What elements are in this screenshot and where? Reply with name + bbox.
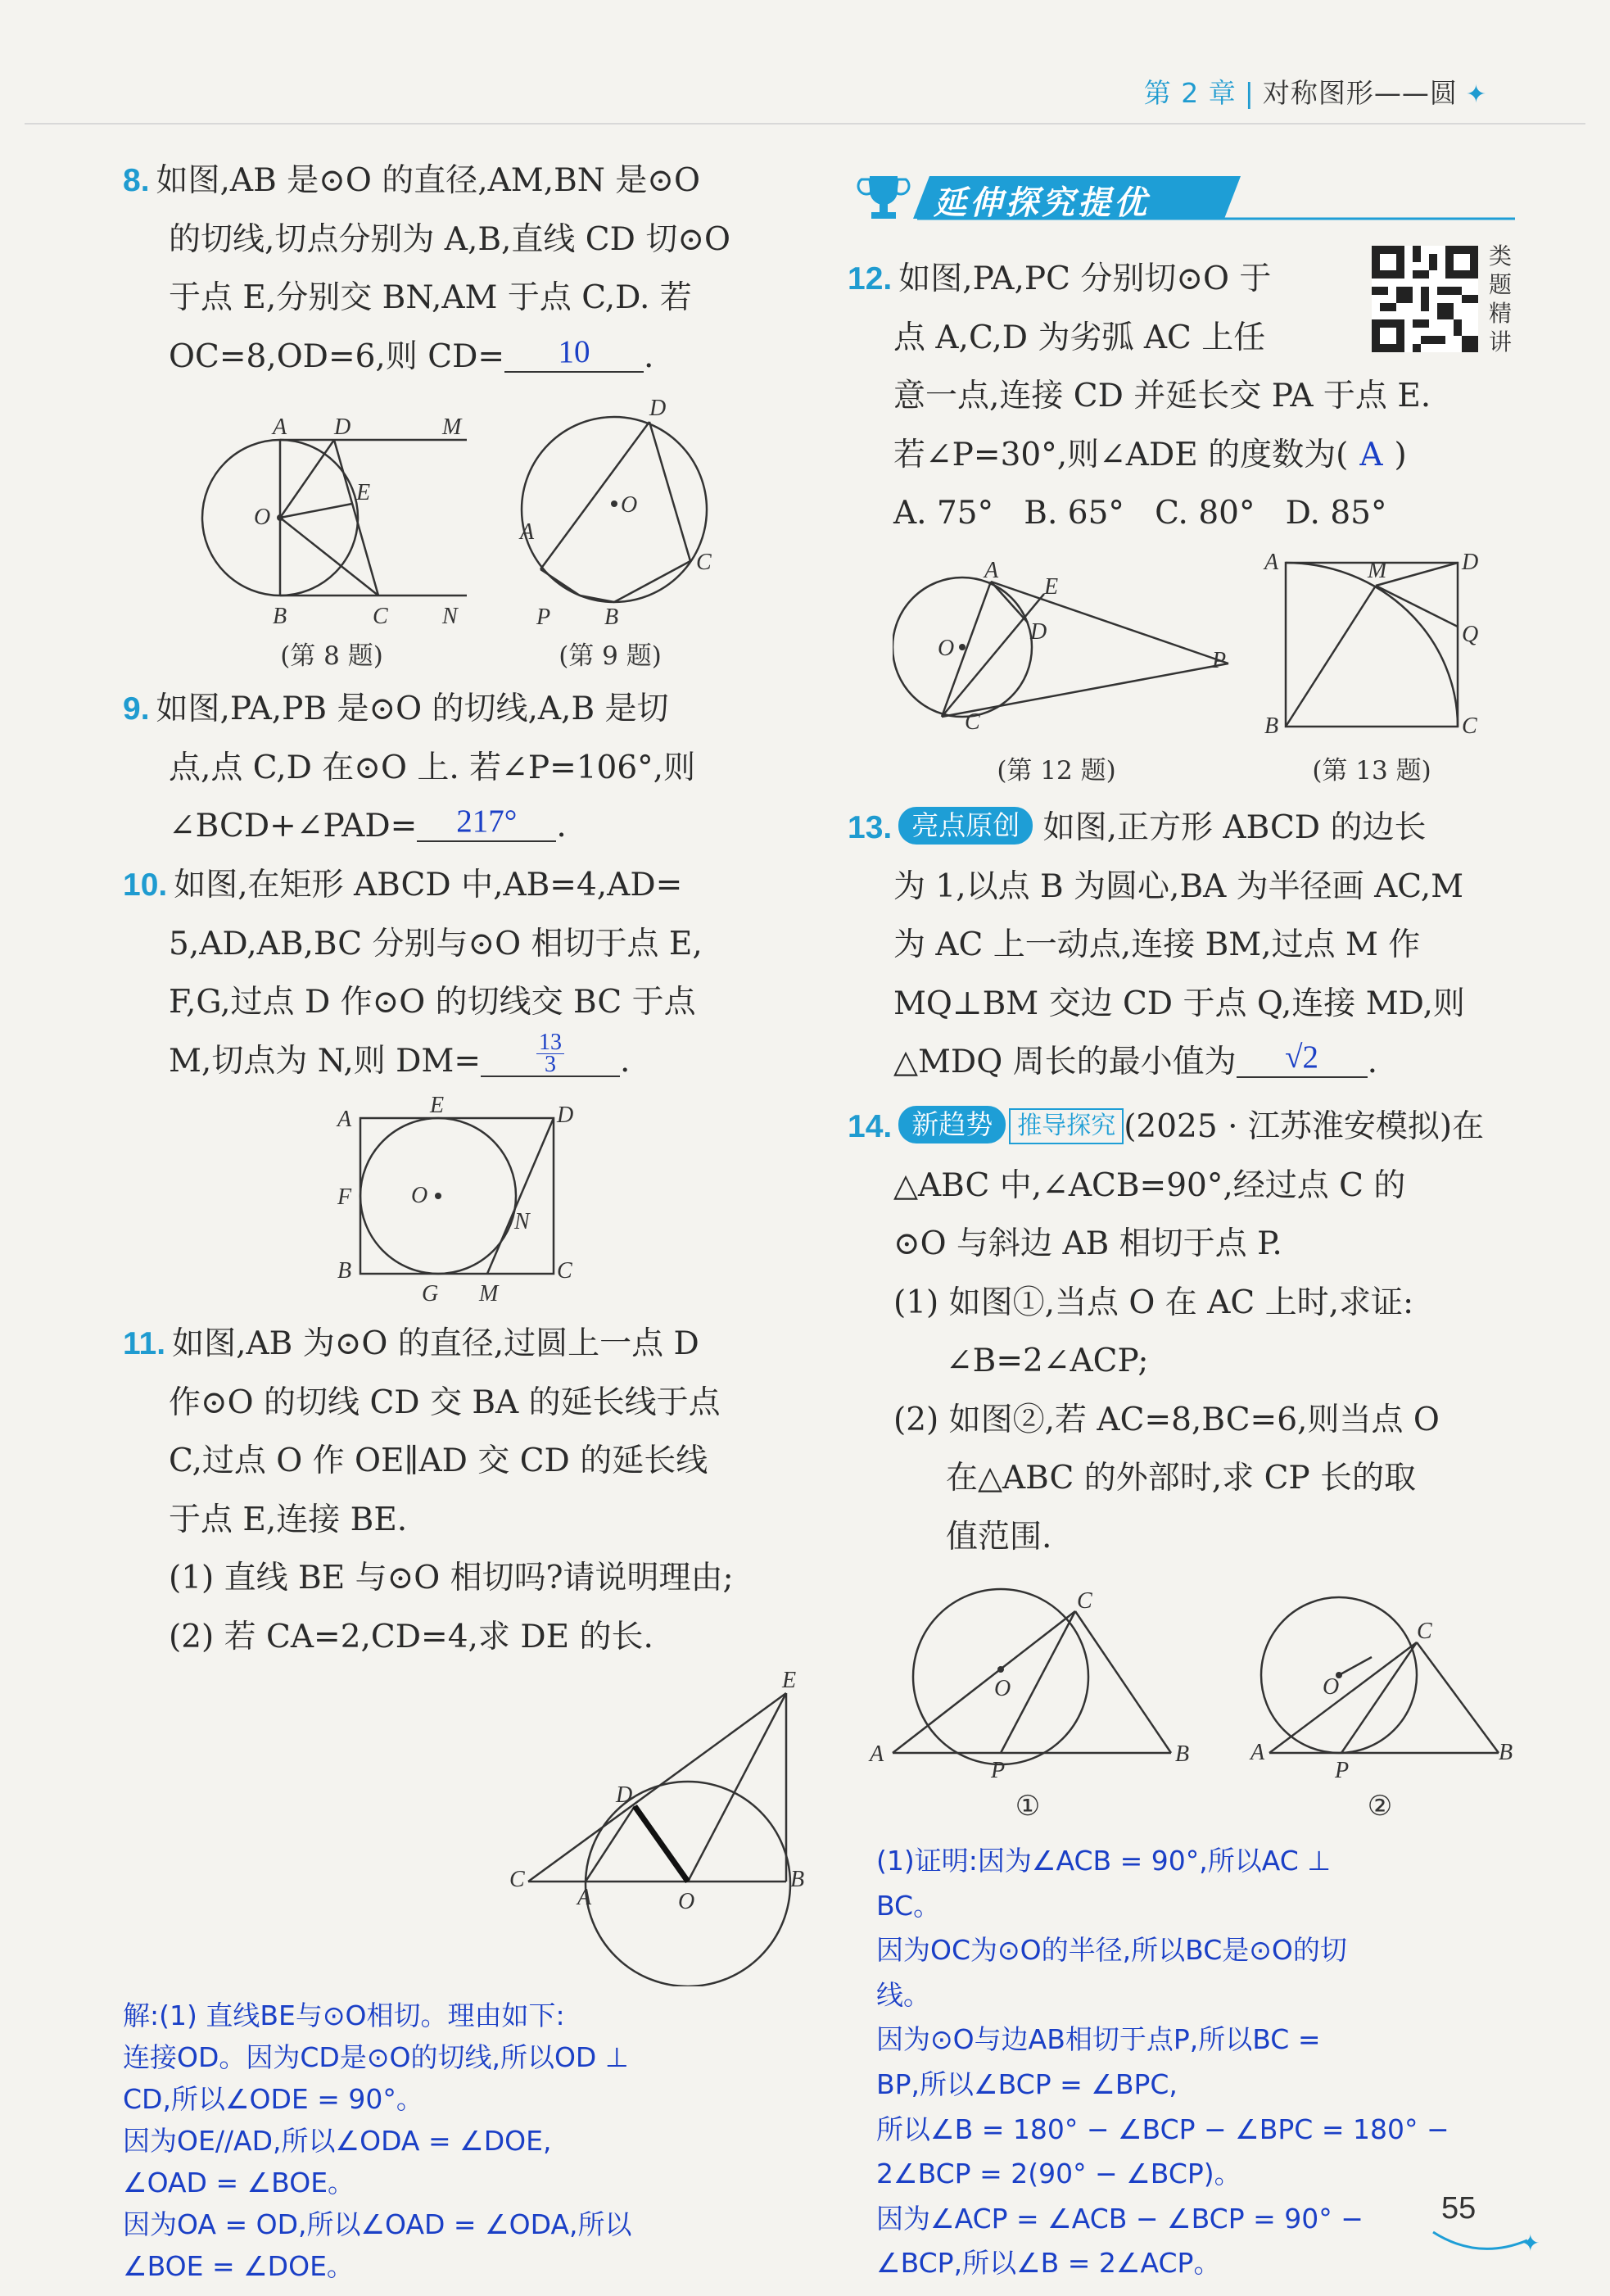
q11-part-1: (1) 直线 BE 与⊙O 相切吗?请说明理由; [169, 1560, 734, 1596]
fig13-caption: (第 13 题) [1312, 756, 1431, 786]
figure-14-1 [868, 1585, 1204, 1782]
qr-label: 类题精讲 [1489, 242, 1513, 355]
q14-line: △ABC 中,∠ACB=90°,经过点 C 的 [893, 1166, 1406, 1204]
q10-line: M,切点为 N,则 DM= [169, 1042, 482, 1080]
q14-part: ∠B=2∠ACP; [946, 1343, 1149, 1379]
svg-text:D: D [649, 396, 667, 421]
svg-text:B: B [337, 1258, 352, 1284]
figure-12 [893, 557, 1237, 733]
q14-part: (1) 如图①,当点 O 在 AC 上时,求证: [893, 1284, 1414, 1321]
svg-text:Q: Q [1462, 622, 1479, 647]
svg-text:C: C [557, 1258, 572, 1284]
q11-line: 作⊙O 的切线 CD 交 BA 的延长线于点 [169, 1383, 721, 1421]
q10-answer-numerator: 13 [536, 1032, 564, 1054]
q13-line: △MDQ 周长的最小值为 [893, 1044, 1237, 1080]
q12-number: 12. [848, 261, 893, 297]
svg-text:N: N [514, 1209, 530, 1234]
solution-line: ∠OAD = ∠BOE。 [123, 2167, 355, 2199]
q12-option-b: B. 65° [1024, 495, 1124, 532]
q14-part: 值范围. [946, 1518, 1052, 1556]
banner-title: 延伸探究提优 [934, 184, 1150, 222]
q9-number: 9. [123, 691, 150, 727]
q14-part: (2) 如图②,若 AC=8,BC=6,则当点 O [893, 1401, 1440, 1438]
q8-line: 于点 E,分别交 BN,AM 于点 C,D. 若 [169, 279, 692, 316]
q10-number: 10. [123, 867, 168, 903]
header-separator: | [1244, 77, 1255, 109]
svg-text:D: D [557, 1103, 574, 1128]
svg-text:B: B [1499, 1740, 1513, 1765]
solution-line: 因为∠ACP = ∠ACB − ∠BCP = 90° − [876, 2202, 1364, 2235]
svg-text:P: P [1335, 1758, 1350, 1782]
solution-line: 因为OA = OD,所以∠OAD = ∠ODA,所以 [123, 2208, 632, 2240]
q14-part: 在△ABC 的外部时,求 CP 长的取 [946, 1460, 1417, 1497]
page-swoosh-icon [1429, 2228, 1544, 2261]
q13-tag: 亮点原创 [898, 807, 1033, 845]
solution-line: 解:(1) 直线BE与⊙O相切。理由如下: [123, 1999, 565, 2031]
q12-line: 点 A,C,D 为劣弧 AC 上任 [893, 319, 1266, 356]
q14-tag: 新趋势 [898, 1106, 1006, 1143]
solution-line: ∠BOE = ∠DOE。 [123, 2250, 354, 2282]
solution-line: 因为OC为⊙O的半径,所以BC是⊙O的切 [876, 1934, 1347, 1967]
svg-text:B: B [1175, 1741, 1190, 1767]
question-14 [848, 1098, 1519, 1566]
svg-text:✦: ✦ [1521, 2230, 1540, 2257]
q10-answer-denominator: 3 [545, 1051, 557, 1077]
svg-text:M: M [1368, 558, 1387, 583]
solution-line: BP,所以∠BCP = ∠BPC, [876, 2067, 1178, 2100]
svg-text:B: B [790, 1867, 805, 1892]
figure-10 [328, 1089, 590, 1302]
svg-text:A: A [273, 414, 287, 440]
svg-text:D: D [1030, 619, 1047, 645]
svg-text:A: A [1250, 1740, 1265, 1765]
fig9-caption: (第 9 题) [559, 641, 662, 671]
svg-text:A: A [520, 519, 535, 545]
q13-line: 如图,正方形 ABCD 的边长 [1042, 809, 1427, 846]
q9-line: ∠BCD+∠PAD= [169, 808, 418, 845]
question-11 [123, 1315, 803, 1666]
svg-text:A: A [984, 558, 999, 583]
fig12-caption: (第 12 题) [997, 756, 1116, 786]
solution-left [123, 1995, 803, 2287]
svg-text:F: F [337, 1184, 352, 1210]
solution-line: 所以∠B = 180° − ∠BCP − ∠BPC = 180° − [876, 2113, 1449, 2145]
q8-answer: 10 [504, 333, 644, 373]
q11-part-2: (2) 若 CA=2,CD=4,求 DE 的长. [169, 1618, 653, 1655]
solution-line: 因为OE//AD,所以∠ODA = ∠DOE, [123, 2125, 552, 2157]
q9-answer: 217° [417, 803, 556, 842]
figure-8 [188, 414, 475, 635]
q11-line: 于点 E,连接 BE. [169, 1501, 408, 1538]
q12-line: 若∠P=30°,则∠ADE 的度数为( [893, 436, 1349, 473]
chapter-title: 对称图形——圆 [1262, 77, 1458, 109]
figure-11 [500, 1667, 819, 1986]
svg-text:D: D [334, 414, 351, 440]
solution-line: 线。 [876, 1978, 930, 2011]
svg-text:B: B [273, 604, 287, 629]
solution-line: CD,所以∠ODE = 90°。 [123, 2083, 423, 2115]
q10-answer [481, 1029, 620, 1077]
svg-text:C: C [696, 550, 712, 575]
question-8: 8. 如图,AB 是⊙O 的直径,AM,BN 是⊙O 的切线,切点分别为 A,B,直线 CD 切⊙O 于点 E,分别交 BN,AM 于点 C,D. 若 OC=8,OD=6,则 CD= 10 . [123, 152, 803, 386]
q14-source: (2025 · 江苏淮安模拟)在 [1124, 1108, 1485, 1145]
svg-text:C: C [1417, 1619, 1432, 1644]
fig8-caption: (第 8 题) [280, 641, 383, 671]
solution-line: 因为⊙O与边AB相切于点P,所以BC = [876, 2023, 1321, 2056]
question-9: 9. 如图,PA,PB 是⊙O 的切线,A,B 是切 点,点 C,D 在⊙O 上. 若∠P=106°,则 ∠BCD+∠PAD= 217° . [123, 680, 803, 856]
q13-number: 13. [848, 810, 893, 845]
q13-line: MQ⊥BM 交边 CD 于点 Q,连接 MD,则 [893, 985, 1465, 1022]
solution-line: BC。 [876, 1889, 941, 1922]
figure-13 [1253, 545, 1486, 737]
svg-text:O: O [938, 636, 955, 661]
q11-line: 如图,AB 为⊙O 的直径,过圆上一点 D [172, 1325, 699, 1362]
svg-text:E: E [356, 480, 371, 505]
svg-text:C: C [965, 709, 980, 733]
q9-line: 如图,PA,PB 是⊙O 的切线,A,B 是切 [156, 691, 669, 727]
svg-text:A: A [337, 1107, 352, 1132]
star-icon: ✦ [1465, 80, 1487, 109]
svg-text:O: O [1323, 1674, 1340, 1700]
q10-line: F,G,过点 D 作⊙O 的切线交 BC 于点 [169, 984, 696, 1021]
q12-line: 意一点,连接 CD 并延长交 PA 于点 E. [893, 378, 1431, 414]
chapter-header [1144, 72, 1487, 111]
q13-line: 为 1,以点 B 为圆心,BA 为半径画 AC,M [893, 867, 1464, 905]
chapter-number: 第 2 章 [1143, 77, 1237, 109]
q8-number: 8. [123, 163, 150, 198]
svg-text:E: E [1044, 574, 1059, 600]
solution-right [876, 1839, 1515, 2286]
svg-text:P: P [1212, 648, 1227, 673]
svg-text:B: B [604, 605, 619, 630]
q12-option-a: A. 75° [893, 495, 994, 532]
q12-option-c: C. 80° [1155, 495, 1255, 532]
svg-text:O: O [994, 1676, 1011, 1701]
svg-text:O: O [678, 1889, 695, 1914]
q14-tag2: 推导探究 [1009, 1108, 1124, 1144]
svg-text:E: E [430, 1093, 445, 1118]
svg-text:P: P [991, 1758, 1006, 1782]
svg-text:M: M [442, 414, 462, 440]
q10-line: 5,AD,AB,BC 分别与⊙O 相切于点 E, [169, 925, 703, 962]
svg-text:D: D [1462, 550, 1479, 575]
section-banner [852, 172, 1515, 223]
solution-line: 2∠BCP = 2(90° − ∠BCP)。 [876, 2158, 1241, 2190]
fig14-label-2: ② [1367, 1790, 1393, 1823]
solution-line: 连接OD。因为CD是⊙O的切线,所以OD ⊥ [123, 2041, 629, 2073]
figure-14-2 [1249, 1593, 1527, 1782]
q10-line: 如图,在矩形 ABCD 中,AB=4,AD= [174, 867, 683, 903]
q14-number: 14. [848, 1109, 893, 1144]
svg-text:C: C [1462, 713, 1477, 737]
q12-line: 如图,PA,PC 分别切⊙O 于 [898, 260, 1272, 297]
q8-line: OC=8,OD=6,则 CD= [169, 337, 505, 375]
solution-line: ∠BCP,所以∠B = 2∠ACP。 [876, 2247, 1221, 2280]
q13-line: 为 AC 上一动点,连接 BM,过点 M 作 [893, 926, 1421, 963]
svg-text:A: A [577, 1885, 592, 1910]
solution-line: (1)证明:因为∠ACB = 90°,所以AC ⊥ [876, 1845, 1332, 1877]
svg-text:O: O [254, 505, 271, 530]
question-12 [848, 250, 1519, 543]
question-13: 13. 亮点原创 如图,正方形 ABCD 的边长 为 1,以点 B 为圆心,BA 为半径画 AC,M 为 AC 上一动点,连接 BM,过点 M 作 MQ⊥BM 交边 CD 于点 Q,连接 MD,则 △MDQ 周长的最小值为 √2 . [848, 799, 1519, 1092]
svg-text:C: C [1077, 1588, 1092, 1614]
svg-text:A: A [1264, 550, 1279, 575]
page-number: 55 [1441, 2191, 1477, 2226]
svg-text:O: O [411, 1183, 428, 1208]
figure-9 [500, 393, 729, 639]
fig14-label-1: ① [1015, 1790, 1041, 1823]
svg-text:C: C [373, 604, 388, 629]
svg-text:M: M [479, 1281, 499, 1302]
svg-text:G: G [422, 1281, 439, 1302]
question-10: 10. 如图,在矩形 ABCD 中,AB=4,AD= 5,AD,AB,BC 分别与⊙O 相切于点 E, F,G,过点 D 作⊙O 的切线交 BC 于点 M,切点为 N,则 DM= $\frac{13}{3}$ . [123, 856, 803, 1090]
q14-line: ⊙O 与斜边 AB 相切于点 P. [893, 1225, 1282, 1262]
q11-line: C,过点 O 作 OE∥AD 交 CD 的延长线 [169, 1442, 708, 1479]
q8-line: 的切线,切点分别为 A,B,直线 CD 切⊙O [169, 220, 730, 258]
svg-text:N: N [442, 604, 458, 629]
q12-paren: ) [1394, 436, 1407, 473]
svg-text:C: C [509, 1867, 525, 1892]
header-rule [25, 123, 1585, 125]
q9-line: 点,点 C,D 在⊙O 上. 若∠P=106°,则 [169, 749, 696, 786]
q8-line: 如图,AB 是⊙O 的直径,AM,BN 是⊙O [156, 162, 700, 199]
svg-text:B: B [1264, 713, 1279, 737]
svg-text:P: P [536, 605, 551, 630]
svg-text:E: E [782, 1668, 797, 1693]
svg-text:D: D [616, 1782, 633, 1808]
q12-option-d: D. 85° [1285, 495, 1387, 532]
q13-answer: √2 [1237, 1039, 1368, 1078]
svg-text:O: O [621, 492, 638, 518]
svg-text:A: A [870, 1741, 884, 1767]
q11-number: 11. [123, 1326, 166, 1361]
q12-answer: A [1359, 436, 1383, 473]
